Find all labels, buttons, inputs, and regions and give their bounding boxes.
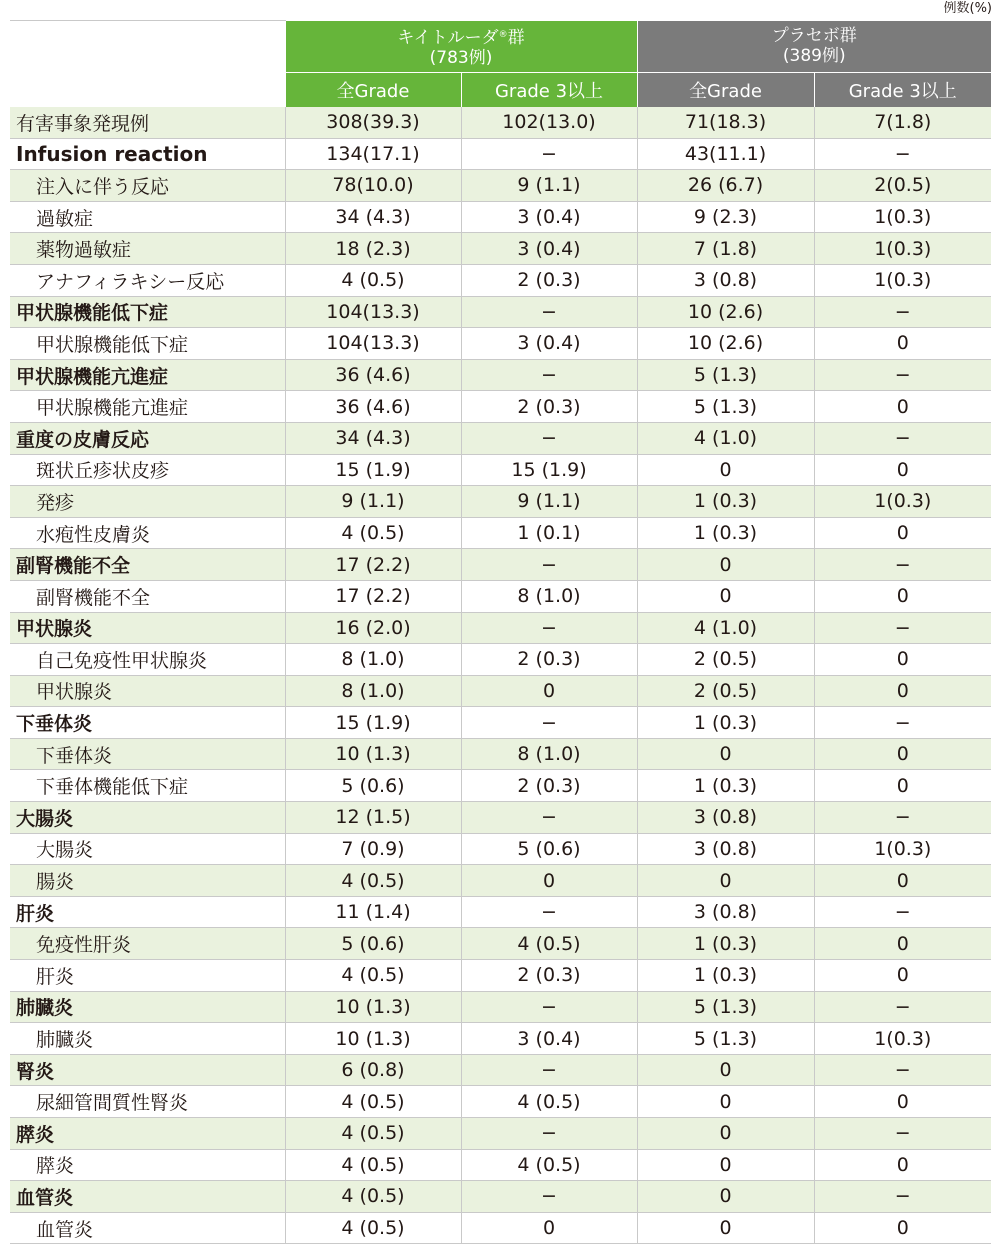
cell-value: 2 (0.5)	[637, 644, 814, 676]
row-label: 膵炎	[10, 1149, 285, 1181]
cell-value: 2 (0.5)	[637, 675, 814, 707]
row-label: 薬物過敏症	[10, 233, 285, 265]
row-label: 副腎機能不全	[10, 580, 285, 612]
cell-value: 6 (0.8)	[285, 1054, 461, 1086]
subheader-grade3: Grade 3以上	[461, 72, 637, 107]
cell-value: 0	[637, 454, 814, 486]
cell-value: −	[814, 612, 991, 644]
cell-value: 5 (1.3)	[637, 991, 814, 1023]
cell-value: 5 (1.3)	[637, 1023, 814, 1055]
cell-value: 3 (0.4)	[461, 201, 637, 233]
table-row	[10, 486, 991, 518]
cell-value: 3 (0.4)	[461, 233, 637, 265]
group-n: (783例)	[429, 47, 493, 68]
cell-value: 15 (1.9)	[285, 454, 461, 486]
row-label: 下垂体炎	[10, 738, 285, 770]
row-label: 有害事象発現例	[10, 107, 285, 139]
row-label: 甲状腺機能低下症	[10, 328, 285, 360]
row-label: 膵炎	[10, 1118, 285, 1150]
table-row	[10, 833, 991, 865]
table-row	[10, 454, 991, 486]
group-name: キイトルーダ	[397, 27, 499, 48]
cell-value: 9 (1.1)	[461, 486, 637, 518]
row-label: 甲状腺機能低下症	[10, 296, 285, 328]
cell-value: −	[814, 896, 991, 928]
row-label: 下垂体炎	[10, 707, 285, 739]
cell-value: 4 (0.5)	[285, 1118, 461, 1150]
cell-value: 78(10.0)	[285, 170, 461, 202]
subheader-all-grade: 全Grade	[285, 72, 461, 107]
cell-value: 34 (4.3)	[285, 201, 461, 233]
cell-value: 1(0.3)	[814, 233, 991, 265]
table-row	[10, 612, 991, 644]
table-row	[10, 1149, 991, 1181]
cell-value: −	[814, 296, 991, 328]
row-label: 注入に伴う反応	[10, 170, 285, 202]
table-row	[10, 1212, 991, 1244]
cell-value: −	[814, 549, 991, 581]
table-row	[10, 738, 991, 770]
cell-value: −	[814, 802, 991, 834]
table-row	[10, 1023, 991, 1055]
cell-value: 0	[814, 517, 991, 549]
table-row	[10, 1118, 991, 1150]
registered-mark: ®	[498, 29, 508, 40]
cell-value: 10 (2.6)	[637, 296, 814, 328]
row-label: 甲状腺炎	[10, 675, 285, 707]
row-label: 甲状腺機能亢進症	[10, 391, 285, 423]
table-row	[10, 517, 991, 549]
cell-value: 10 (1.3)	[285, 738, 461, 770]
cell-value: 1(0.3)	[814, 1023, 991, 1055]
cell-value: −	[461, 138, 637, 170]
table-row	[10, 107, 991, 139]
row-label: 重度の皮膚反応	[10, 422, 285, 454]
row-label: 大腸炎	[10, 802, 285, 834]
row-label: 発疹	[10, 486, 285, 518]
row-label: 血管炎	[10, 1212, 285, 1244]
subheader-all-grade: 全Grade	[637, 72, 814, 107]
cell-value: 1(0.3)	[814, 486, 991, 518]
row-label: 血管炎	[10, 1181, 285, 1213]
subheader-grade3: Grade 3以上	[814, 72, 991, 107]
cell-value: 3 (0.4)	[461, 1023, 637, 1055]
cell-value: −	[461, 612, 637, 644]
group-suffix: 群	[507, 27, 525, 48]
cell-value: 104(13.3)	[285, 296, 461, 328]
cell-value: 10 (2.6)	[637, 328, 814, 360]
cell-value: 0	[814, 770, 991, 802]
cell-value: 0	[814, 738, 991, 770]
cell-value: 0	[637, 1149, 814, 1181]
table-row	[10, 580, 991, 612]
table-row	[10, 138, 991, 170]
cell-value: 0	[814, 454, 991, 486]
table-row	[10, 644, 991, 676]
cell-value: 4 (0.5)	[285, 1086, 461, 1118]
cell-value: 5 (0.6)	[285, 770, 461, 802]
row-label: アナフィラキシー反応	[10, 264, 285, 296]
table-row	[10, 264, 991, 296]
cell-value: 34 (4.3)	[285, 422, 461, 454]
cell-value: 0	[637, 738, 814, 770]
cell-value: −	[461, 896, 637, 928]
cell-value: 5 (1.3)	[637, 391, 814, 423]
group-header-keytruda	[285, 21, 637, 73]
cell-value: 4 (0.5)	[461, 1086, 637, 1118]
cell-value: 1 (0.3)	[637, 928, 814, 960]
cell-value: 1 (0.3)	[637, 486, 814, 518]
cell-value: 2 (0.3)	[461, 960, 637, 992]
table-row	[10, 707, 991, 739]
cell-value: 0	[814, 644, 991, 676]
cell-value: 0	[461, 675, 637, 707]
cell-value: 5 (1.3)	[637, 359, 814, 391]
cell-value: 9 (1.1)	[285, 486, 461, 518]
cell-value: 1 (0.3)	[637, 960, 814, 992]
row-label: 過敏症	[10, 201, 285, 233]
table-row	[10, 928, 991, 960]
row-label: 大腸炎	[10, 833, 285, 865]
cell-value: 7(1.8)	[814, 107, 991, 139]
cell-value: 26 (6.7)	[637, 170, 814, 202]
cell-value: 4 (1.0)	[637, 422, 814, 454]
cell-value: −	[814, 1181, 991, 1213]
cell-value: 15 (1.9)	[285, 707, 461, 739]
cell-value: 0	[814, 1212, 991, 1244]
cell-value: 71(18.3)	[637, 107, 814, 139]
row-label: 斑状丘疹状皮疹	[10, 454, 285, 486]
cell-value: 4 (0.5)	[285, 517, 461, 549]
cell-value: 4 (0.5)	[285, 1181, 461, 1213]
group-name: プラセボ群	[771, 26, 857, 46]
row-label: 肝炎	[10, 960, 285, 992]
table-row	[10, 1054, 991, 1086]
cell-value: −	[461, 359, 637, 391]
header-blank-cell	[10, 21, 285, 107]
cell-value: 0	[814, 1149, 991, 1181]
cell-value: 3 (0.8)	[637, 802, 814, 834]
cell-value: 2 (0.3)	[461, 264, 637, 296]
cell-value: 1 (0.3)	[637, 770, 814, 802]
table-row	[10, 359, 991, 391]
cell-value: 4 (0.5)	[285, 1212, 461, 1244]
cell-value: 0	[637, 549, 814, 581]
cell-value: 0	[814, 865, 991, 897]
cell-value: 8 (1.0)	[285, 644, 461, 676]
cell-value: 43(11.1)	[637, 138, 814, 170]
cell-value: 0	[814, 391, 991, 423]
table-row	[10, 675, 991, 707]
cell-value: 18 (2.3)	[285, 233, 461, 265]
cell-value: −	[814, 359, 991, 391]
row-label: 甲状腺炎	[10, 612, 285, 644]
cell-value: −	[814, 138, 991, 170]
table-row	[10, 296, 991, 328]
row-label: 副腎機能不全	[10, 549, 285, 581]
cell-value: 4 (0.5)	[285, 960, 461, 992]
cell-value: 8 (1.0)	[461, 738, 637, 770]
table-row	[10, 391, 991, 423]
cell-value: 9 (1.1)	[461, 170, 637, 202]
cell-value: 2 (0.3)	[461, 391, 637, 423]
row-label: 尿細管間質性腎炎	[10, 1086, 285, 1118]
cell-value: −	[461, 549, 637, 581]
cell-value: 1(0.3)	[814, 201, 991, 233]
row-label: 肺臓炎	[10, 991, 285, 1023]
cell-value: 0	[814, 1086, 991, 1118]
cell-value: 36 (4.6)	[285, 391, 461, 423]
row-label: 腸炎	[10, 865, 285, 897]
table-row	[10, 549, 991, 581]
cell-value: 1(0.3)	[814, 833, 991, 865]
table-row	[10, 233, 991, 265]
table-row	[10, 802, 991, 834]
cell-value: 2 (0.3)	[461, 770, 637, 802]
cell-value: 11 (1.4)	[285, 896, 461, 928]
row-label: 甲状腺機能亢進症	[10, 359, 285, 391]
cell-value: −	[461, 1118, 637, 1150]
cell-value: −	[814, 991, 991, 1023]
cell-value: 104(13.3)	[285, 328, 461, 360]
cell-value: 0	[814, 580, 991, 612]
table-row	[10, 1181, 991, 1213]
cell-value: −	[814, 1054, 991, 1086]
cell-value: 4 (0.5)	[285, 264, 461, 296]
cell-value: 4 (1.0)	[637, 612, 814, 644]
cell-value: 36 (4.6)	[285, 359, 461, 391]
cell-value: 4 (0.5)	[461, 928, 637, 960]
cell-value: 0	[814, 928, 991, 960]
row-label: 肝炎	[10, 896, 285, 928]
group-n: (389例)	[782, 46, 846, 66]
cell-value: 3 (0.8)	[637, 896, 814, 928]
cell-value: 10 (1.3)	[285, 991, 461, 1023]
cell-value: 17 (2.2)	[285, 580, 461, 612]
cell-value: 15 (1.9)	[461, 454, 637, 486]
table-row	[10, 201, 991, 233]
cell-value: 1 (0.3)	[637, 707, 814, 739]
table-row	[10, 960, 991, 992]
unit-note: 例数(%)	[943, 1, 992, 16]
cell-value: 0	[814, 328, 991, 360]
cell-value: 3 (0.4)	[461, 328, 637, 360]
cell-value: 10 (1.3)	[285, 1023, 461, 1055]
table-row	[10, 770, 991, 802]
cell-value: 4 (0.5)	[461, 1149, 637, 1181]
cell-value: 1 (0.3)	[637, 517, 814, 549]
cell-value: 4 (0.5)	[285, 865, 461, 897]
cell-value: 0	[637, 1212, 814, 1244]
row-label: 自己免疫性甲状腺炎	[10, 644, 285, 676]
cell-value: 0	[637, 865, 814, 897]
cell-value: −	[461, 1054, 637, 1086]
cell-value: 7 (1.8)	[637, 233, 814, 265]
row-label: 腎炎	[10, 1054, 285, 1086]
cell-value: 134(17.1)	[285, 138, 461, 170]
cell-value: −	[461, 707, 637, 739]
cell-value: −	[814, 1118, 991, 1150]
cell-value: 102(13.0)	[461, 107, 637, 139]
cell-value: 0	[637, 1086, 814, 1118]
cell-value: −	[461, 296, 637, 328]
cell-value: 2(0.5)	[814, 170, 991, 202]
cell-value: 0	[637, 1181, 814, 1213]
table-row	[10, 328, 991, 360]
adverse-events-table	[10, 20, 991, 1244]
cell-value: 0	[637, 1054, 814, 1086]
table-row	[10, 991, 991, 1023]
cell-value: 8 (1.0)	[285, 675, 461, 707]
cell-value: −	[814, 707, 991, 739]
cell-value: 12 (1.5)	[285, 802, 461, 834]
cell-value: 8 (1.0)	[461, 580, 637, 612]
cell-value: 17 (2.2)	[285, 549, 461, 581]
cell-value: 3 (0.8)	[637, 264, 814, 296]
table-row	[10, 170, 991, 202]
cell-value: −	[461, 422, 637, 454]
cell-value: 7 (0.9)	[285, 833, 461, 865]
cell-value: 0	[637, 580, 814, 612]
group-header-placebo	[637, 21, 991, 73]
cell-value: −	[461, 991, 637, 1023]
table-row	[10, 1086, 991, 1118]
cell-value: 2 (0.3)	[461, 644, 637, 676]
row-label: 免疫性肝炎	[10, 928, 285, 960]
cell-value: 0	[461, 865, 637, 897]
row-label: 肺臓炎	[10, 1023, 285, 1055]
row-label: 下垂体機能低下症	[10, 770, 285, 802]
cell-value: 5 (0.6)	[461, 833, 637, 865]
cell-value: 0	[814, 675, 991, 707]
cell-value: 16 (2.0)	[285, 612, 461, 644]
cell-value: 308(39.3)	[285, 107, 461, 139]
row-label: 水疱性皮膚炎	[10, 517, 285, 549]
cell-value: −	[814, 422, 991, 454]
row-label: Infusion reaction	[10, 138, 285, 170]
table-row	[10, 896, 991, 928]
cell-value: 1 (0.1)	[461, 517, 637, 549]
cell-value: 9 (2.3)	[637, 201, 814, 233]
cell-value: −	[461, 1181, 637, 1213]
cell-value: −	[461, 802, 637, 834]
cell-value: 5 (0.6)	[285, 928, 461, 960]
cell-value: 3 (0.8)	[637, 833, 814, 865]
cell-value: 4 (0.5)	[285, 1149, 461, 1181]
cell-value: 1(0.3)	[814, 264, 991, 296]
table-row	[10, 865, 991, 897]
cell-value: 0	[461, 1212, 637, 1244]
table-row	[10, 422, 991, 454]
cell-value: 0	[637, 1118, 814, 1150]
cell-value: 0	[814, 960, 991, 992]
